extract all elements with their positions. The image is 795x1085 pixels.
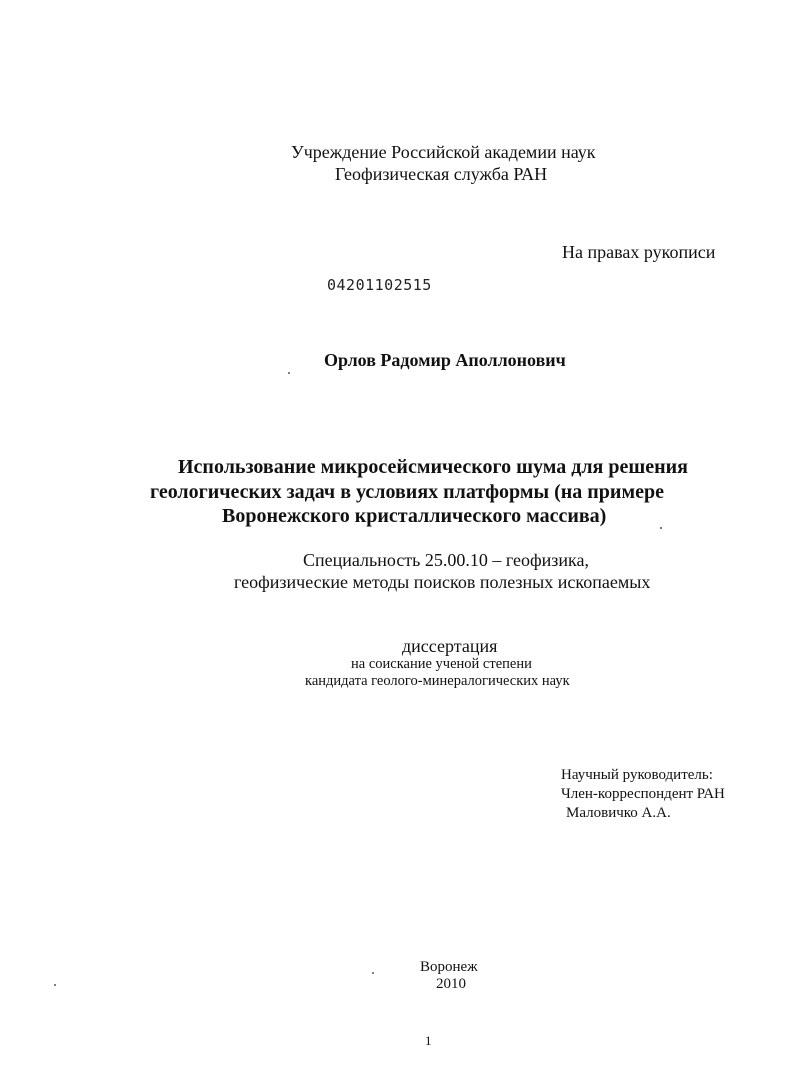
catalog-number: 04201102515 xyxy=(327,276,432,294)
institution-line-2: Геофизическая служба РАН xyxy=(335,164,548,184)
year: 2010 xyxy=(436,976,466,992)
institution-line-1: Учреждение Российской академии наук xyxy=(291,142,596,162)
title-line-2: геологических задач в условиях платформы (на примере xyxy=(150,481,664,503)
author-name: Орлов Радомир Аполлонович xyxy=(324,350,566,370)
document-type: диссертация xyxy=(402,636,498,656)
title-line-3: Воронежского кристаллического массива) xyxy=(222,505,607,527)
scan-speck xyxy=(660,527,662,529)
manuscript-rights-note: На правах рукописи xyxy=(562,242,716,262)
scan-speck xyxy=(372,972,374,974)
page-number: 1 xyxy=(425,1033,432,1048)
supervisor-label: Научный руководитель: xyxy=(561,767,713,783)
scan-speck xyxy=(288,372,290,374)
degree-line-2: кандидата геолого-минералогических наук xyxy=(305,673,570,689)
supervisor-name: Маловичко А.А. xyxy=(566,805,671,821)
specialty-line-2: геофизические методы поисков полезных ископаемых xyxy=(234,572,651,592)
supervisor-rank: Член-корреспондент РАН xyxy=(561,786,725,802)
specialty-line-1: Специальность 25.00.10 – геофизика, xyxy=(303,550,590,570)
title-line-1: Использование микросейсмического шума для решения xyxy=(178,456,688,478)
city: Воронеж xyxy=(420,959,478,975)
scan-speck xyxy=(54,984,56,986)
degree-line-1: на соискание ученой степени xyxy=(351,656,532,672)
